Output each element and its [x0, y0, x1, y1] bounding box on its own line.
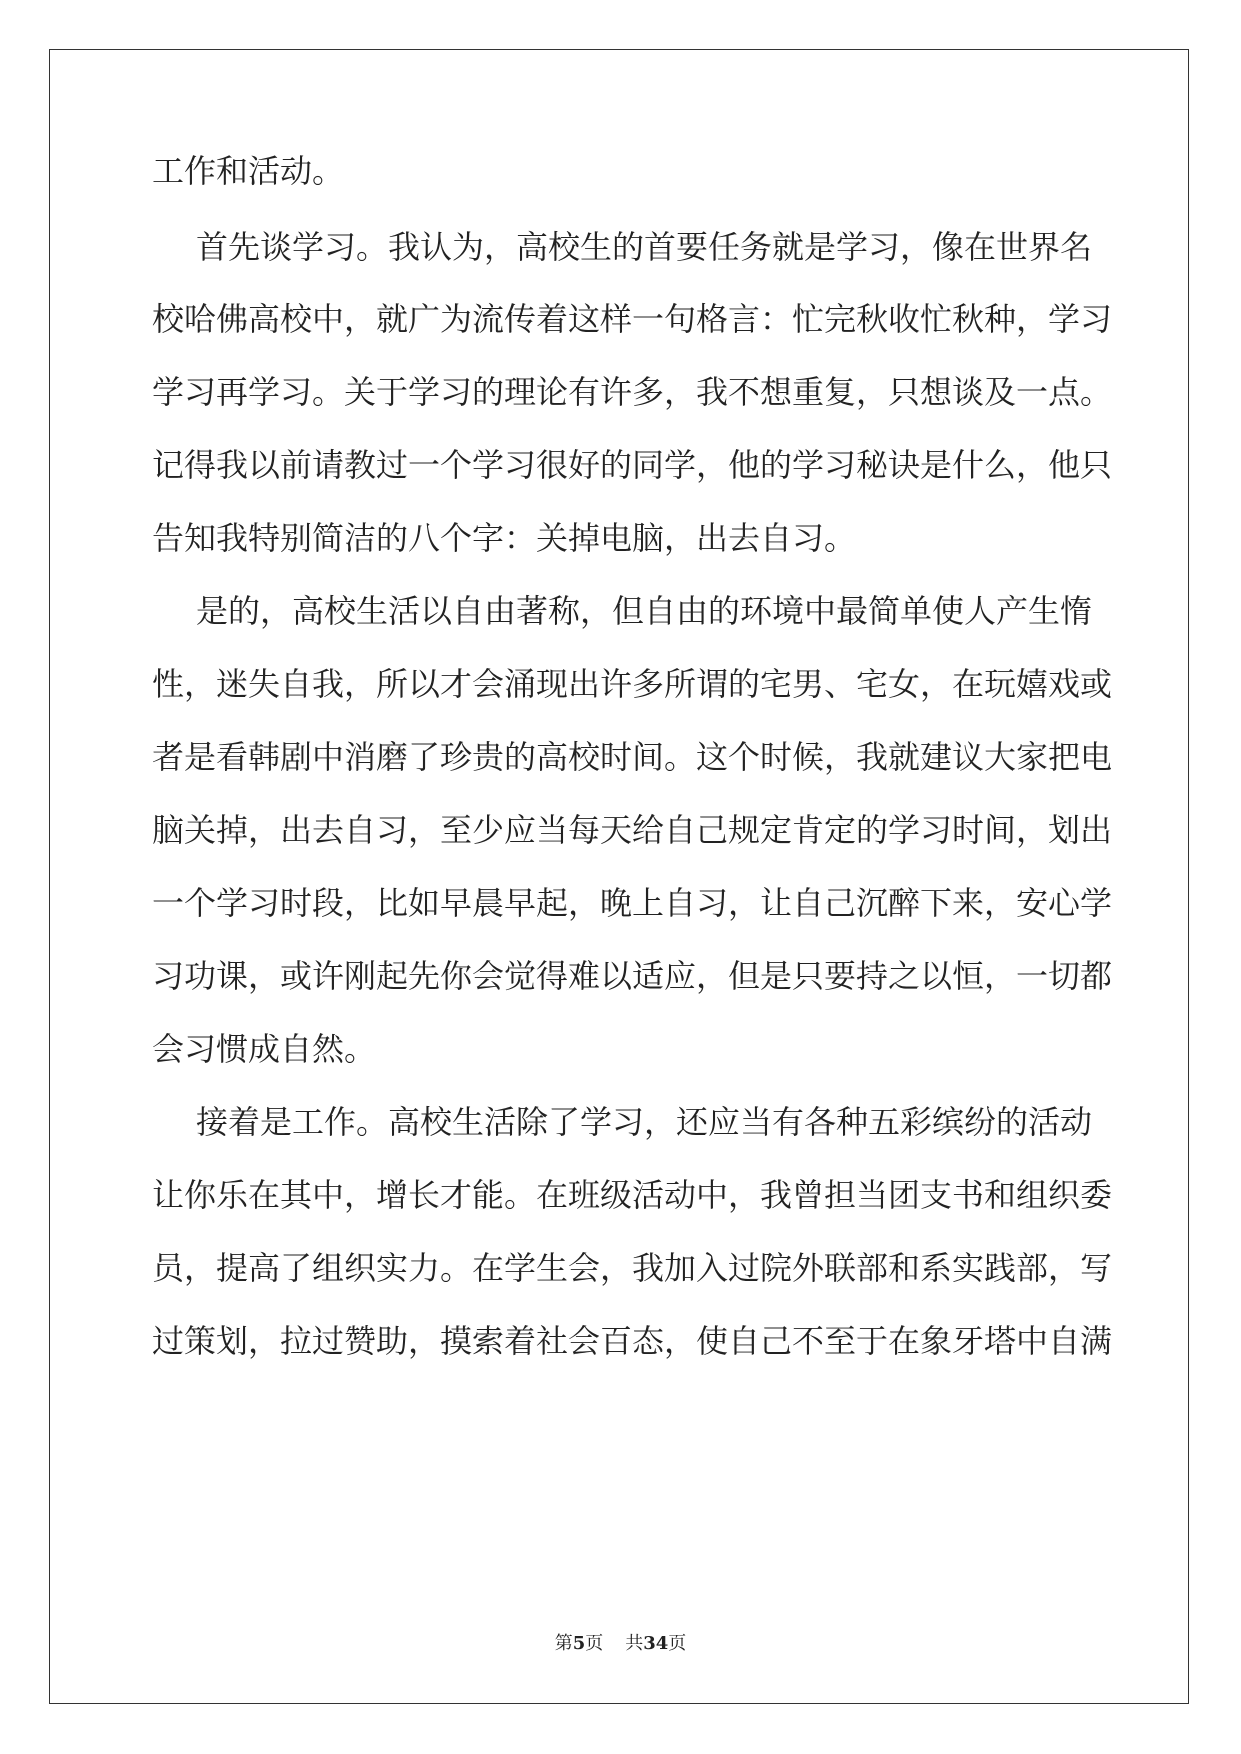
- text-line: 习功课，或许刚起先你会觉得难以适应，但是只要持之以恒，一切都: [152, 957, 1113, 995]
- total-prefix: 共: [625, 1633, 644, 1654]
- text-line: 者是看韩剧中消磨了珍贵的高校时间。这个时候，我就建议大家把电: [152, 738, 1113, 776]
- paragraph-first-line: 首先谈学习。我认为，高校生的首要任务就是学习，像在世界名: [196, 228, 1093, 266]
- page-number: 5: [572, 1633, 586, 1654]
- page-suffix: 页: [585, 1633, 604, 1654]
- text-line: 记得我以前请教过一个学习很好的同学，他的学习秘诀是什么，他只: [152, 446, 1113, 484]
- total-suffix: 页: [668, 1633, 687, 1654]
- page-footer: [0, 1632, 1241, 1656]
- text-line: 学习再学习。关于学习的理论有许多，我不想重复，只想谈及一点。: [152, 373, 1113, 411]
- text-line: 校哈佛高校中，就广为流传着这样一句格言：忙完秋收忙秋种，学习: [152, 300, 1113, 338]
- text-line: 性，迷失自我，所以才会涌现出许多所谓的宅男、宅女，在玩嬉戏或: [152, 665, 1113, 703]
- text-line: 工作和活动。: [152, 152, 345, 190]
- text-line: 脑关掉，出去自习，至少应当每天给自己规定肯定的学习时间，划出: [152, 811, 1113, 849]
- text-line: 告知我特别简洁的八个字：关掉电脑，出去自习。: [152, 519, 857, 557]
- page-total: 34: [643, 1633, 669, 1654]
- page-border: [49, 49, 1189, 1704]
- text-line: 员，提高了组织实力。在学生会，我加入过院外联部和系实践部，写: [152, 1249, 1113, 1287]
- text-line: 会习惯成自然。: [152, 1030, 377, 1068]
- page-prefix: 第: [554, 1633, 573, 1654]
- text-line: 一个学习时段，比如早晨早起，晚上自习，让自己沉醉下来，安心学: [152, 884, 1113, 922]
- text-line: 让你乐在其中，增长才能。在班级活动中，我曾担当团支书和组织委: [152, 1176, 1113, 1214]
- text-line: 过策划，拉过赞助，摸索着社会百态，使自己不至于在象牙塔中自满: [152, 1322, 1113, 1360]
- paragraph-first-line: 是的，高校生活以自由著称，但自由的环境中最简单使人产生惰: [196, 592, 1093, 630]
- paragraph-first-line: 接着是工作。高校生活除了学习，还应当有各种五彩缤纷的活动: [196, 1103, 1093, 1141]
